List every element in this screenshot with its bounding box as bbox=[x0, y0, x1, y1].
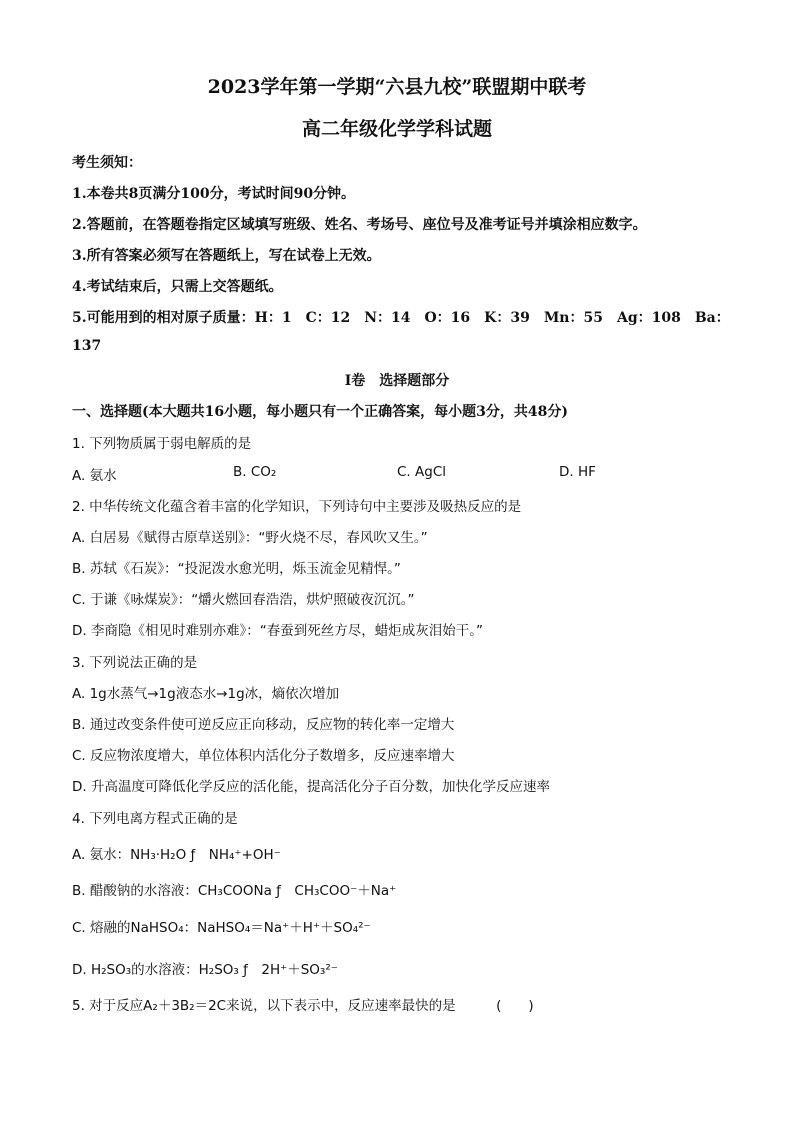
note-item: 5.可能用到的相对原子质量：H：1 C：12 N：14 O：16 K：39 Mn：55 Ag：108 Ba： bbox=[72, 310, 730, 326]
question-2-option-d: D. 李商隐《相见时难别亦难》：“春蚕到死丝方尽，蜡炬成灰泪始干。” bbox=[72, 623, 483, 639]
note-item: 2.答题前，在答题卷指定区域填写班级、姓名、考场号、座位号及准考证号并填涂相应数字。 bbox=[72, 217, 647, 233]
note-item: 3.所有答案必须写在答题纸上，写在试卷上无效。 bbox=[72, 248, 381, 264]
question-1-option-b: B. CO₂ bbox=[233, 464, 277, 480]
question-4-option-c: C. 熔融的NaHSO₄：NaHSO₄＝Na⁺＋H⁺＋SO₄²⁻ bbox=[72, 920, 371, 936]
note-item: 1.本卷共8页满分100分，考试时间90分钟。 bbox=[72, 186, 356, 202]
note-item: 4.考试结束后，只需上交答题纸。 bbox=[72, 279, 283, 295]
question-3-option-b: B. 通过改变条件使可逆反应正向移动，反应物的转化率一定增大 bbox=[72, 717, 455, 733]
question-5-stem: 5. 对于反应A₂＋3B₂＝2C来说，以下表示中，反应速率最快的是 ( ) bbox=[72, 998, 534, 1014]
question-4-stem: 4. 下列电离方程式正确的是 bbox=[72, 811, 238, 827]
question-4-option-a: A. 氨水：NH₃·H₂O ƒ NH₄⁺+OH⁻ bbox=[72, 847, 281, 863]
question-3-option-d: D. 升高温度可降低化学反应的活化能，提高活化分子百分数，加快化学反应速率 bbox=[72, 779, 550, 795]
question-2-stem: 2. 中华传统文化蕴含着丰富的化学知识，下列诗句中主要涉及吸热反应的是 bbox=[72, 499, 522, 515]
question-1-option-c: C. AgCl bbox=[397, 464, 446, 480]
question-3-option-a: A. 1g水蒸气→1g液态水→1g冰，熵依次增加 bbox=[72, 686, 340, 702]
question-2-option-c: C. 于谦《咏煤炭》：“爝火燃回春浩浩，烘炉照破夜沉沉。” bbox=[72, 592, 415, 608]
question-1-option-d: D. HF bbox=[559, 464, 596, 480]
section-title: Ⅰ卷 选择题部分 bbox=[344, 373, 450, 389]
question-2-option-b: B. 苏轼《石炭》：“投泥泼水愈光明，烁玉流金见精悍。” bbox=[72, 561, 401, 577]
question-3-option-c: C. 反应物浓度增大，单位体积内活化分子数增多，反应速率增大 bbox=[72, 748, 455, 764]
exam-subtitle: 高二年级化学学科试题 bbox=[301, 118, 492, 140]
note-item: 137 bbox=[72, 338, 102, 354]
question-1-option-a: A. 氨水 bbox=[72, 468, 117, 484]
question-2-option-a: A. 白居易《赋得古原草送别》：“野火烧不尽，春风吹又生。” bbox=[72, 530, 428, 546]
notes-heading: 考生须知： bbox=[72, 155, 142, 171]
question-3-stem: 3. 下列说法正确的是 bbox=[72, 655, 198, 671]
question-1-stem: 1. 下列物质属于弱电解质的是 bbox=[72, 436, 252, 452]
exam-title: 2023学年第一学期“六县九校”联盟期中联考 bbox=[207, 76, 587, 98]
part-heading: 一、选择题(本大题共16小题，每小题只有一个正确答案，每小题3分，共48分) bbox=[72, 404, 568, 420]
question-4-option-d: D. H₂SO₃的水溶液：H₂SO₃ ƒ 2H⁺＋SO₃²⁻ bbox=[72, 962, 338, 978]
question-4-option-b: B. 醋酸钠的水溶液：CH₃COONa ƒ CH₃COO⁻＋Na⁺ bbox=[72, 883, 397, 899]
